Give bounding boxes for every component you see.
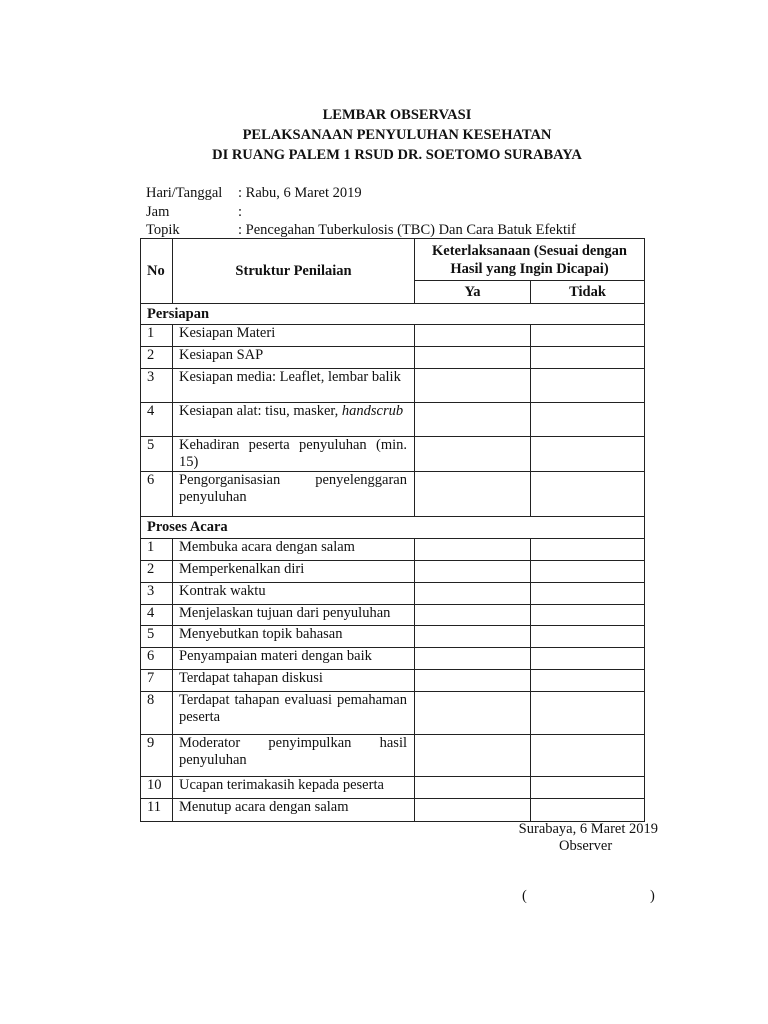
info-value: : Rabu, 6 Maret 2019 bbox=[238, 185, 362, 201]
table-row bbox=[141, 626, 645, 648]
checkbox-cell-ya[interactable] bbox=[415, 561, 531, 583]
checkbox-cell-ya[interactable] bbox=[415, 605, 531, 626]
row-criterion bbox=[173, 583, 415, 605]
checkbox-cell-ya[interactable] bbox=[415, 583, 531, 605]
criterion-text: Kesiapan Materi bbox=[179, 325, 276, 341]
criterion-text: Kesiapan alat: tisu, masker, bbox=[179, 403, 342, 419]
criterion-text: Pengorganisasian penyelenggaran penyuluhan bbox=[179, 472, 407, 505]
checkbox-cell-tidak[interactable] bbox=[531, 325, 645, 347]
table-row bbox=[141, 437, 645, 472]
row-number: 4 bbox=[141, 403, 173, 437]
checkbox-cell-ya[interactable] bbox=[415, 347, 531, 369]
criterion-text: Kontrak waktu bbox=[179, 583, 266, 599]
row-criterion bbox=[173, 437, 415, 472]
table-row bbox=[141, 347, 645, 369]
row-number: 11 bbox=[141, 799, 173, 822]
info-value: : bbox=[238, 204, 243, 220]
checkbox-cell-tidak[interactable] bbox=[531, 539, 645, 561]
row-number: 8 bbox=[141, 692, 173, 735]
row-number: 7 bbox=[141, 670, 173, 692]
checkbox-cell-ya[interactable] bbox=[415, 472, 531, 517]
row-criterion bbox=[173, 670, 415, 692]
checkbox-cell-tidak[interactable] bbox=[531, 648, 645, 670]
info-label: Topik bbox=[146, 222, 180, 238]
info-time bbox=[146, 203, 242, 222]
table-row bbox=[141, 648, 645, 670]
criterion-text: Kehadiran peserta penyuluhan (min. 15) bbox=[179, 437, 407, 470]
header-ya: Ya bbox=[415, 281, 531, 304]
checkbox-cell-ya[interactable] bbox=[415, 437, 531, 472]
checkbox-cell-ya[interactable] bbox=[415, 369, 531, 403]
criterion-text: Moderator penyimpulkan hasil penyuluhan bbox=[179, 735, 407, 768]
criterion-text: Ucapan terimakasih kepada peserta bbox=[179, 777, 384, 793]
criterion-text: Memperkenalkan diri bbox=[179, 561, 305, 577]
doc-subtitle: PELAKSANAAN PENYULUHAN KESEHATAN bbox=[242, 127, 552, 143]
row-criterion bbox=[173, 692, 415, 735]
table-row bbox=[141, 799, 645, 822]
section-row bbox=[141, 517, 645, 539]
table-row bbox=[141, 605, 645, 626]
row-criterion bbox=[173, 626, 415, 648]
checkbox-cell-tidak[interactable] bbox=[531, 670, 645, 692]
row-number: 3 bbox=[141, 369, 173, 403]
row-criterion bbox=[173, 472, 415, 517]
checkbox-cell-ya[interactable] bbox=[415, 626, 531, 648]
table-row bbox=[141, 561, 645, 583]
criterion-text: Terdapat tahapan evaluasi pemahaman peserta bbox=[179, 692, 407, 725]
row-number: 6 bbox=[141, 472, 173, 517]
table-row bbox=[141, 777, 645, 799]
row-number: 2 bbox=[141, 347, 173, 369]
section-title: Proses Acara bbox=[141, 517, 645, 539]
row-criterion bbox=[173, 605, 415, 626]
criterion-text: Kesiapan media: Leaflet, lembar balik bbox=[179, 369, 401, 385]
row-number: 5 bbox=[141, 626, 173, 648]
criterion-text: Penyampaian materi dengan baik bbox=[179, 648, 372, 664]
section-row bbox=[141, 304, 645, 325]
row-number: 3 bbox=[141, 583, 173, 605]
doc-location: DI RUANG PALEM 1 RSUD DR. SOETOMO SURABAYA bbox=[212, 147, 582, 163]
row-criterion bbox=[173, 325, 415, 347]
checkbox-cell-ya[interactable] bbox=[415, 648, 531, 670]
table-row bbox=[141, 369, 645, 403]
criterion-text: Menutup acara dengan salam bbox=[179, 799, 349, 815]
row-number: 6 bbox=[141, 648, 173, 670]
row-number: 1 bbox=[141, 539, 173, 561]
criterion-text: Menjelaskan tujuan dari penyuluhan bbox=[179, 605, 391, 621]
table-row bbox=[141, 403, 645, 437]
row-criterion bbox=[173, 735, 415, 777]
row-number: 2 bbox=[141, 561, 173, 583]
row-criterion bbox=[173, 347, 415, 369]
checkbox-cell-tidak[interactable] bbox=[531, 437, 645, 472]
row-criterion bbox=[173, 777, 415, 799]
header-tidak: Tidak bbox=[531, 281, 645, 304]
row-number: 10 bbox=[141, 777, 173, 799]
checkbox-cell-tidak[interactable] bbox=[531, 777, 645, 799]
criterion-text: Terdapat tahapan diskusi bbox=[179, 670, 323, 686]
row-criterion bbox=[173, 561, 415, 583]
header-no: No bbox=[141, 239, 173, 304]
footer-role: Observer bbox=[559, 838, 613, 854]
doc-title: LEMBAR OBSERVASI bbox=[322, 107, 472, 123]
table-row bbox=[141, 472, 645, 517]
info-date bbox=[146, 184, 362, 203]
signature-close-paren: ) bbox=[650, 888, 655, 904]
table-row bbox=[141, 325, 645, 347]
info-value: : Pencegahan Tuberkulosis (TBC) Dan Cara Batuk Efektif bbox=[238, 222, 576, 238]
checkbox-cell-ya[interactable] bbox=[415, 403, 531, 437]
table-row bbox=[141, 670, 645, 692]
checkbox-cell-tidak[interactable] bbox=[531, 799, 645, 822]
row-number: 4 bbox=[141, 605, 173, 626]
info-label: Hari/Tanggal bbox=[146, 185, 223, 201]
checkbox-cell-ya[interactable] bbox=[415, 799, 531, 822]
checkbox-cell-tidak[interactable] bbox=[531, 605, 645, 626]
checkbox-cell-ya[interactable] bbox=[415, 692, 531, 735]
checkbox-cell-ya[interactable] bbox=[415, 777, 531, 799]
checkbox-cell-ya[interactable] bbox=[415, 670, 531, 692]
row-criterion bbox=[173, 799, 415, 822]
checkbox-cell-tidak[interactable] bbox=[531, 692, 645, 735]
checkbox-cell-tidak[interactable] bbox=[531, 583, 645, 605]
checkbox-cell-tidak[interactable] bbox=[531, 347, 645, 369]
observation-table bbox=[140, 238, 645, 822]
signature-open-paren: ( bbox=[522, 888, 527, 904]
table-row bbox=[141, 583, 645, 605]
table-row bbox=[141, 735, 645, 777]
checkbox-cell-ya[interactable] bbox=[415, 325, 531, 347]
row-number: 1 bbox=[141, 325, 173, 347]
criterion-text: Kesiapan SAP bbox=[179, 347, 264, 363]
header-struktur: Struktur Penilaian bbox=[173, 239, 415, 304]
row-number: 9 bbox=[141, 735, 173, 777]
row-criterion bbox=[173, 648, 415, 670]
checkbox-cell-tidak[interactable] bbox=[531, 472, 645, 517]
row-criterion bbox=[173, 539, 415, 561]
criterion-italic-text: handscrub bbox=[341, 403, 404, 419]
checkbox-cell-ya[interactable] bbox=[415, 539, 531, 561]
table-row bbox=[141, 539, 645, 561]
section-title: Persiapan bbox=[141, 304, 645, 325]
table-body bbox=[141, 304, 645, 822]
table-row bbox=[141, 692, 645, 735]
header-keterlaksanaan: Keterlaksanaan (Sesuai dengan Hasil yang Ingin Dicapai) bbox=[415, 239, 645, 281]
footer-place-date: Surabaya, 6 Maret 2019 bbox=[518, 821, 658, 837]
criterion-text: Membuka acara dengan salam bbox=[179, 539, 355, 555]
checkbox-cell-tidak[interactable] bbox=[531, 403, 645, 437]
row-criterion bbox=[173, 369, 415, 403]
row-criterion bbox=[173, 403, 415, 437]
checkbox-cell-tidak[interactable] bbox=[531, 561, 645, 583]
row-number: 5 bbox=[141, 437, 173, 472]
checkbox-cell-tidak[interactable] bbox=[531, 369, 645, 403]
info-label: Jam bbox=[146, 204, 170, 220]
checkbox-cell-tidak[interactable] bbox=[531, 626, 645, 648]
checkbox-cell-tidak[interactable] bbox=[531, 735, 645, 777]
criterion-text: Menyebutkan topik bahasan bbox=[179, 626, 343, 642]
checkbox-cell-ya[interactable] bbox=[415, 735, 531, 777]
